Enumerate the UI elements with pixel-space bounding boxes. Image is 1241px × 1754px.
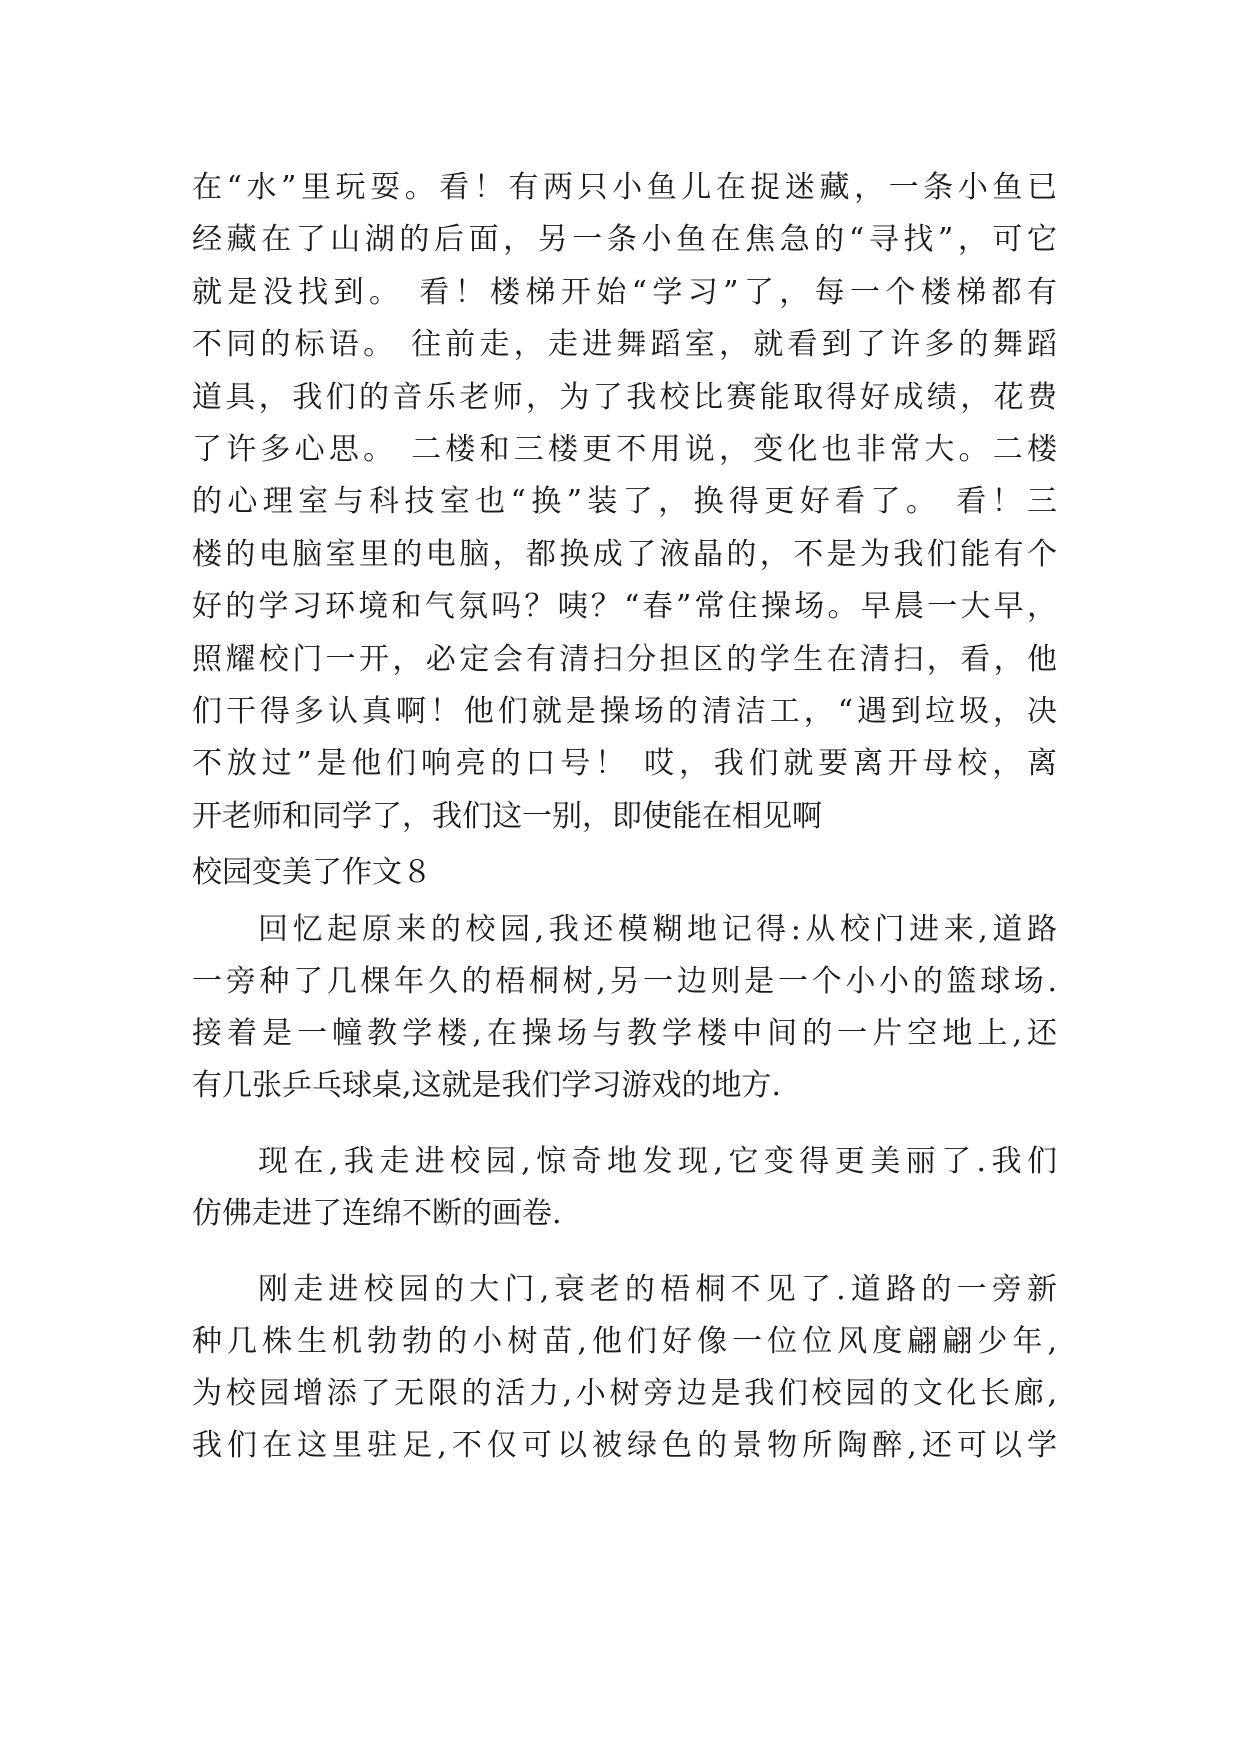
paragraph-campus-gate [192, 1264, 1057, 1472]
paragraph-old-campus [192, 904, 1057, 1112]
text-line: 经藏在了山湖的后面，另一条小鱼在焦急的“寻找”，可它 [192, 222, 1057, 258]
paragraph-new-campus [192, 1136, 1057, 1240]
text-line: 接着是一幢教学楼,在操场与教学楼中间的一片空地上,还 [192, 1016, 1057, 1052]
text-line: 不放过”是他们响亮的口号！ 哎，我们就要离开母校，离 [192, 746, 1057, 782]
text-line: 好的学习环境和气氛吗？咦？“春”常住操场。早晨一大早， [192, 589, 1057, 625]
text-line: 回忆起原来的校园,我还模糊地记得:从校门进来,道路 [258, 912, 1057, 948]
text-line: 就是没找到。 看！楼梯开始“学习”了，每一个楼梯都有 [192, 274, 1057, 310]
text-line: 我们在这里驻足,不仅可以被绿色的景物所陶醉,还可以学 [192, 1428, 1057, 1464]
text-line: 现在,我走进校园,惊奇地发现,它变得更美丽了.我们 [258, 1144, 1057, 1180]
paragraph-campus-tour [192, 162, 1057, 843]
text-line: 刚走进校园的大门,衰老的梧桐不见了.道路的一旁新 [258, 1272, 1057, 1308]
text-line: 仿佛走进了连绵不断的画卷. [192, 1196, 562, 1232]
text-line: 不同的标语。 往前走，走进舞蹈室，就看到了许多的舞蹈 [192, 327, 1057, 363]
text-line: 有几张乒乓球桌,这就是我们学习游戏的地方. [192, 1068, 782, 1104]
text-line: 道具，我们的音乐老师，为了我校比赛能取得好成绩，花费 [192, 379, 1057, 415]
text-line: 了许多心思。 二楼和三楼更不用说，变化也非常大。二楼 [192, 431, 1057, 467]
text-line: 在“水”里玩耍。看！有两只小鱼儿在捉迷藏，一条小鱼已 [192, 170, 1057, 205]
text-line: 楼的电脑室里的电脑，都换成了液晶的，不是为我们能有个 [192, 536, 1057, 572]
text-line: 照耀校门一开，必定会有清扫分担区的学生在清扫，看，他 [192, 641, 1057, 677]
section-title: 校园变美了作文８ [192, 855, 432, 891]
text-line: 们干得多认真啊！他们就是操场的清洁工，“遇到垃圾，决 [192, 693, 1057, 729]
text-line: 为校园增添了无限的活力,小树旁边是我们校园的文化长廊, [192, 1376, 1057, 1412]
text-column [192, 162, 1057, 1472]
text-line: 的心理室与科技室也“换”装了，换得更好看了。 看！三 [192, 484, 1057, 520]
text-line: 种几株生机勃勃的小树苗,他们好像一位位风度翩翩少年, [192, 1324, 1057, 1360]
text-line: 开老师和同学了，我们这一别，即使能在相见啊 [192, 798, 822, 834]
text-line: 一旁种了几棵年久的梧桐树,另一边则是一个小小的篮球场. [192, 964, 1057, 1000]
